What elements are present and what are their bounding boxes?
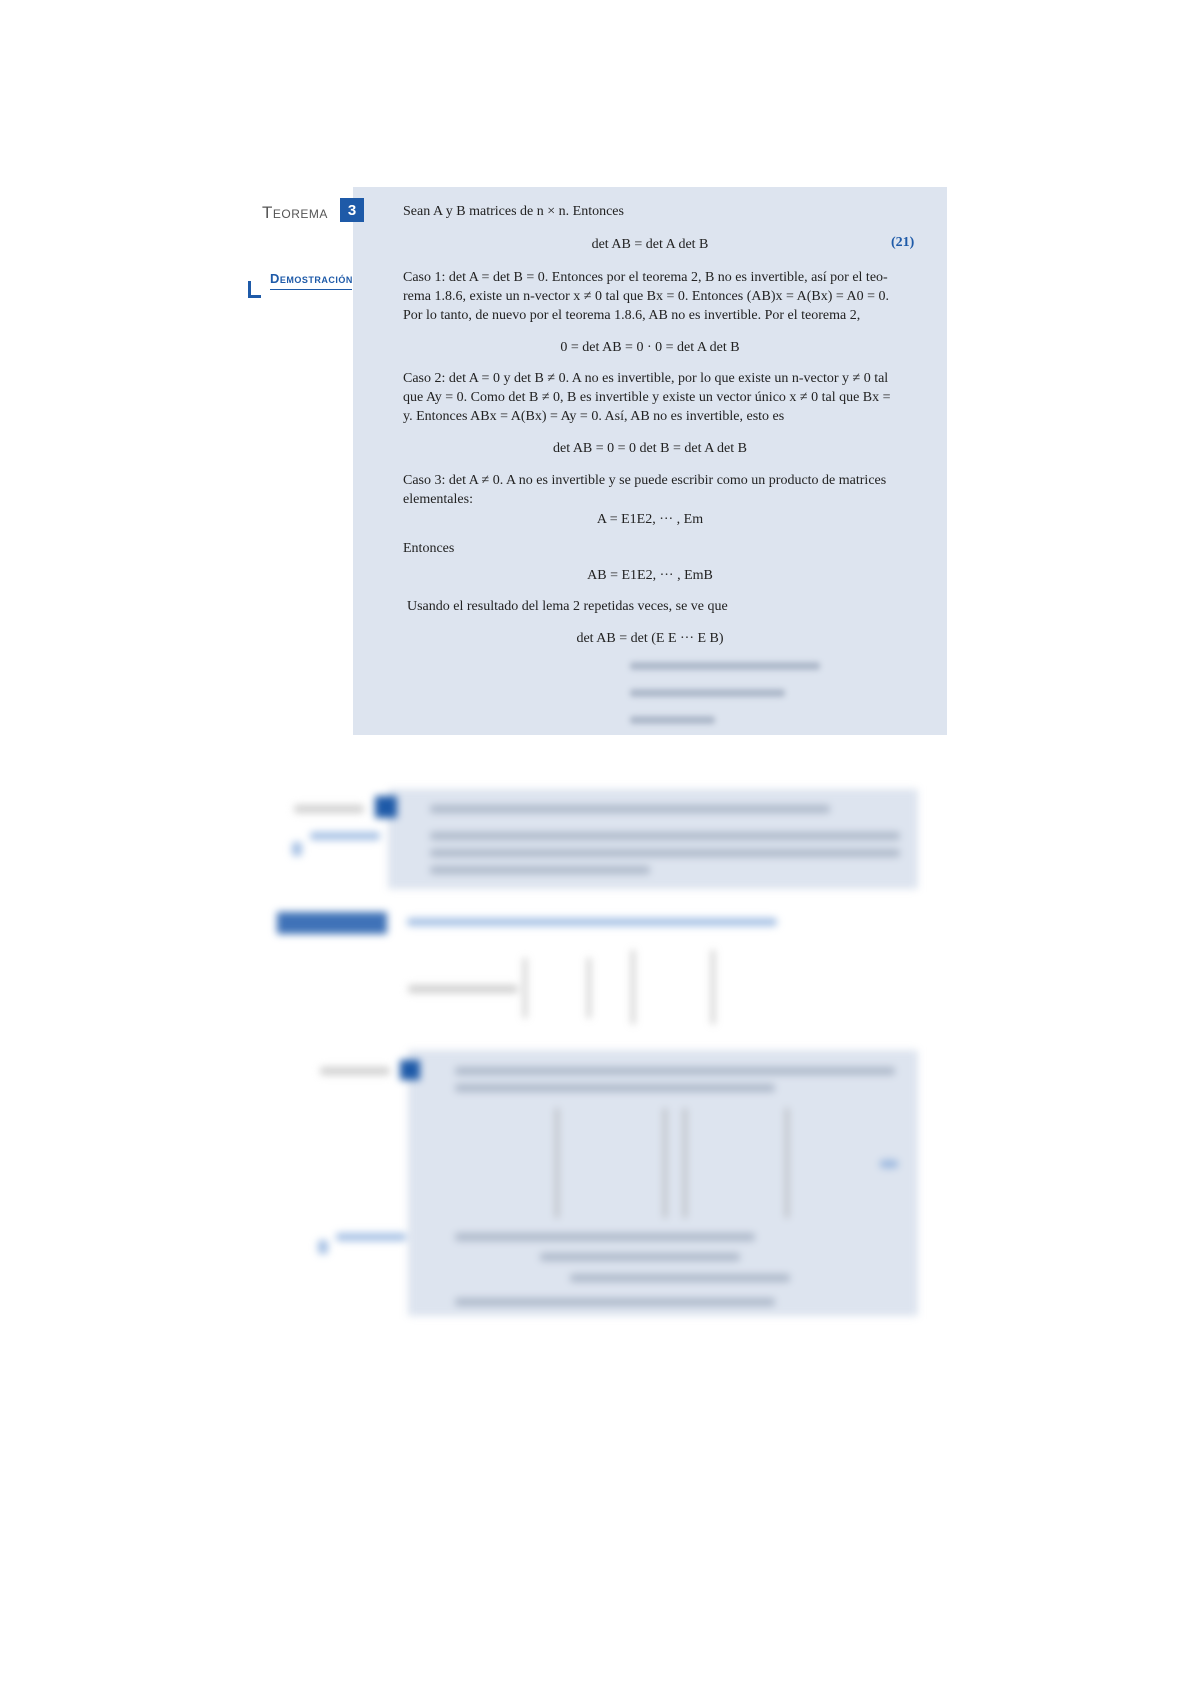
case2-equation: det AB = 0 = 0 det B = det A det B xyxy=(552,441,748,456)
case3-equation-ab: AB = E1E2, ··· , EmB xyxy=(587,568,713,583)
proof-marker-icon xyxy=(248,281,261,298)
case3-line1: Caso 3: det A ≠ 0. A no es invertible y se puede escribir como un producto de matrices xyxy=(403,473,887,488)
theorem-statement: Sean A y B matrices de n × n. Entonces xyxy=(403,204,624,219)
case1-line3: Por lo tanto, de nuevo por el teorema 1.8.6, AB no es invertible. Por el teorema 2, xyxy=(403,308,861,323)
proof-label: Demostración xyxy=(270,271,353,286)
theorem-label: Teorema xyxy=(262,203,328,222)
case2-line3: y. Entonces ABx = A(Bx) = Ay = 0. Así, AB no es invertible, esto es xyxy=(403,409,785,424)
case1-line1: Caso 1: det A = det B = 0. Entonces por el teorema 2, B no es invertible, así por el teo- xyxy=(403,270,888,285)
lemma-line: Usando el resultado del lema 2 repetidas veces, se ve que xyxy=(407,599,728,614)
theorem-number-badge: 3 xyxy=(340,198,364,222)
then-label: Entonces xyxy=(403,541,455,556)
theorem-equation: det AB = det A det B xyxy=(591,237,709,252)
equation-number: (21) xyxy=(891,235,915,250)
case2-line1: Caso 2: det A = 0 y det B ≠ 0. A no es invertible, por lo que existe un n-vector y ≠ 0 tal xyxy=(403,371,889,386)
case2-line2: que Ay = 0. Como det B ≠ 0, B es invertible y existe un vector único x ≠ 0 tal que Bx = xyxy=(403,390,891,405)
case3-equation-a: A = E1E2, ··· , Em xyxy=(596,512,704,527)
proof-underline xyxy=(270,289,352,290)
case3-line2: elementales: xyxy=(403,492,473,507)
final-equation: det AB = det (E E ··· E B) xyxy=(576,631,724,646)
case1-line2: rema 1.8.6, existe un n-vector x ≠ 0 tal que Bx = 0. Entonces (AB)x = A(Bx) = A0 = 0. xyxy=(403,289,890,304)
case1-equation: 0 = det AB = 0 · 0 = det A det B xyxy=(560,340,740,355)
